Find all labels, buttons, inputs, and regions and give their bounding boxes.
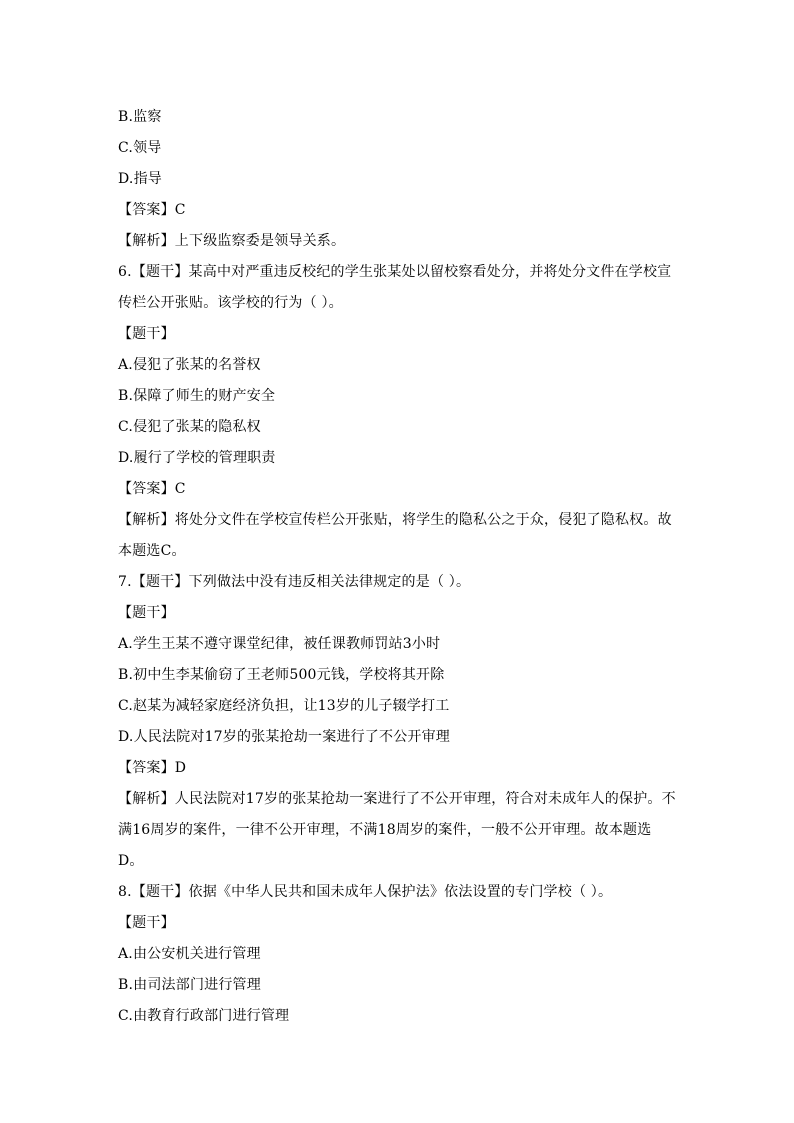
analysis-q7-line-3: D。 (118, 853, 144, 869)
option-c-q7: C.赵某为减轻家庭经济负担，让13岁的儿子辍学打工 (118, 698, 450, 714)
option-c-q5: C.领导 (118, 140, 162, 156)
option-b-q5: B.监察 (118, 109, 162, 125)
question-7-stem-label: 【题干】 (118, 605, 175, 621)
analysis-q5: 【解析】上下级监察委是领导关系。 (118, 233, 346, 249)
analysis-q6-line-2: 本题选C。 (118, 543, 186, 559)
question-8-stem: 8.【题干】依据《中华人民共和国未成年人保护法》依法设置的专门学校（ ）。 (118, 884, 613, 900)
option-d-q6: D.履行了学校的管理职责 (118, 450, 276, 466)
option-d-q5: D.指导 (118, 171, 162, 187)
question-6-stem-label: 【题干】 (118, 326, 175, 342)
option-b-q7: B.初中生李某偷窃了王老师500元钱，学校将其开除 (118, 667, 445, 683)
analysis-q7-line-1: 【解析】人民法院对17岁的张某抢劫一案进行了不公开审理，符合对未成年人的保护。不 (118, 791, 676, 807)
option-c-q6: C.侵犯了张某的隐私权 (118, 419, 261, 435)
answer-q7: 【答案】D (118, 760, 187, 776)
question-8-stem-label: 【题干】 (118, 915, 175, 931)
option-a-q6: A.侵犯了张某的名誉权 (118, 357, 261, 373)
document-body (118, 102, 678, 1032)
option-d-q7: D.人民法院对17岁的张某抢劫一案进行了不公开审理 (118, 729, 450, 745)
option-b-q6: B.保障了师生的财产安全 (118, 388, 276, 404)
analysis-q7-line-2: 满16周岁的案件，一律不公开审理，不满18周岁的案件，一般不公开审理。故本题选 (118, 822, 652, 838)
question-6-stem-line-1: 6.【题干】某高中对严重违反校纪的学生张某处以留校察看处分，并将处分文件在学校宣 (118, 264, 672, 280)
option-b-q8: B.由司法部门进行管理 (118, 977, 261, 993)
question-7-stem: 7.【题干】下列做法中没有违反相关法律规定的是（ ）。 (118, 574, 471, 590)
answer-q6: 【答案】C (118, 481, 186, 497)
option-a-q8: A.由公安机关进行管理 (118, 946, 261, 962)
answer-q5: 【答案】C (118, 202, 186, 218)
option-c-q8: C.由教育行政部门进行管理 (118, 1008, 290, 1024)
question-6-stem-line-2: 传栏公开张贴。该学校的行为（ ）。 (118, 295, 343, 311)
analysis-q6-line-1: 【解析】将处分文件在学校宣传栏公开张贴，将学生的隐私公之于众，侵犯了隐私权。故 (118, 512, 672, 528)
option-a-q7: A.学生王某不遵守课堂纪律，被任课教师罚站3小时 (118, 636, 441, 652)
